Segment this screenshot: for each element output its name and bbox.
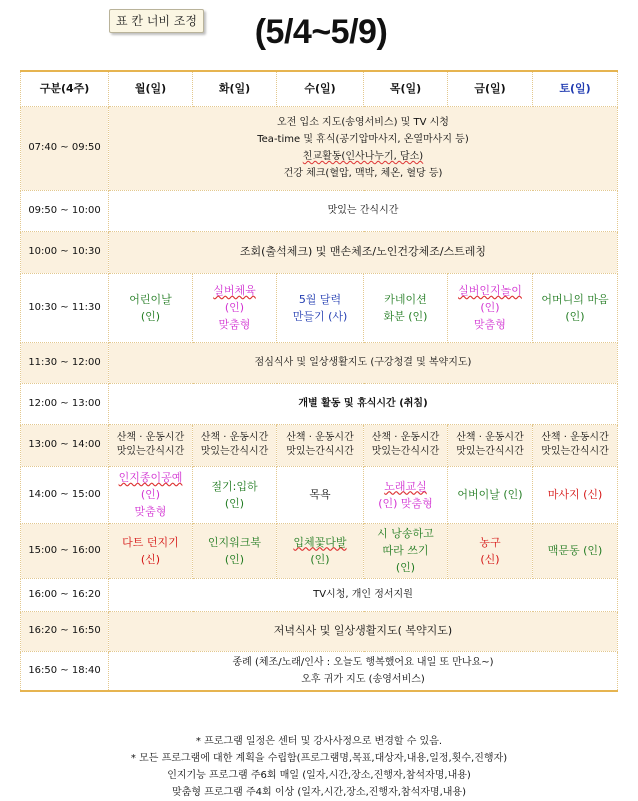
morning-activity-cell <box>109 106 618 190</box>
snack-line: 맛있는간식시간 <box>371 446 440 457</box>
walk-snack-cell <box>193 424 277 466</box>
closing-line: 오후 귀가 지도 (송영서비스) <box>301 673 425 685</box>
closing-cell <box>109 651 618 691</box>
snack-line: 맛있는간식시간 <box>200 446 269 457</box>
snack-cell: 맛있는 간식시간 <box>109 190 618 231</box>
time-cell: 12:00 ~ 13:00 <box>21 383 109 424</box>
program-line: 인지종이공예 <box>118 471 183 484</box>
program-line: 인지워크북 <box>207 535 262 549</box>
walk-line: 산책 · 운동시간 <box>116 432 185 443</box>
program-cell-thu <box>364 523 448 578</box>
time-cell: 10:30 ~ 11:30 <box>21 273 109 342</box>
walk-snack-cell <box>109 424 193 466</box>
program-cell-mon <box>109 273 193 342</box>
program-line: 다트 던지기 <box>122 535 179 549</box>
snack-line: 맛있는간식시간 <box>286 446 354 457</box>
program-line: (인) <box>224 301 245 314</box>
program-line: (인) <box>395 561 416 574</box>
page-title: (5/4~5/9) <box>254 13 388 51</box>
walk-snack-cell <box>533 424 618 466</box>
tv-cell: TV시청, 개인 정서지원 <box>109 578 618 611</box>
snack-line: 맛있는간식시간 <box>541 446 609 457</box>
col-header-wed: 수(일) <box>277 71 364 106</box>
row-1650 <box>21 651 618 691</box>
program-line: 맞춤형 <box>474 318 506 331</box>
time-cell: 13:00 ~ 14:00 <box>21 424 109 466</box>
time-cell: 16:50 ~ 18:40 <box>21 651 109 691</box>
row-0740 <box>21 106 618 190</box>
walk-line: 산책 · 운동시간 <box>200 432 269 443</box>
row-0950 <box>21 190 618 231</box>
program-cell-sat <box>533 523 618 578</box>
program-line: 노래교실 <box>384 479 427 493</box>
program-cell-tue <box>193 273 277 342</box>
program-line: 시 낭송하고 <box>377 527 434 540</box>
program-line: 어린이날 <box>129 292 172 306</box>
program-cell-mon <box>109 466 193 523</box>
time-cell: 16:00 ~ 16:20 <box>21 578 109 611</box>
program-line: 절기:입하 <box>211 479 258 493</box>
row-1300 <box>21 424 618 466</box>
closing-line: 종례 (체조/노래/인사 : 오늘도 행복했어요 내일 또 만나요~) <box>232 656 494 668</box>
program-line: 카네이션 <box>384 292 427 306</box>
note-line: 맞춤형 프로그램 주4회 이상 (일자,시간,장소,진행자,참석자명,내용) <box>172 787 466 798</box>
program-cell-tue <box>193 523 277 578</box>
program-line: 실버체육 <box>213 284 256 297</box>
walk-snack-cell <box>277 424 364 466</box>
program-line: (인) <box>310 552 330 566</box>
program-line: (인) <box>565 309 585 323</box>
program-line: 실버인지놀이 <box>458 284 522 297</box>
program-cell-fri <box>448 466 533 523</box>
col-header-category: 구분(4주) <box>21 71 109 106</box>
program-cell-wed <box>277 273 364 342</box>
program-line: 따라 쓰기 <box>382 544 429 557</box>
note-line: * 모든 프로그램에 대한 계획을 수립함(프로그램명,목표,대상자,내용,일정,횟수,진행자) <box>130 753 508 764</box>
time-cell: 09:50 ~ 10:00 <box>21 190 109 231</box>
row-1200 <box>21 383 618 424</box>
program-line: 화분 (인) <box>383 309 428 323</box>
program-line: (인) <box>140 488 161 501</box>
rest-cell: 개별 활동 및 휴식시간 (취침) <box>109 383 618 424</box>
program-line: 입체꽃다발 <box>293 535 347 549</box>
program-line: (신) <box>480 552 500 566</box>
program-line: 어버이날 (인) <box>457 488 523 501</box>
row-1400 <box>21 466 618 523</box>
time-cell: 07:40 ~ 09:50 <box>21 106 109 190</box>
program-line: 5월 달력 <box>298 292 342 306</box>
walk-line: 산책 · 운동시간 <box>286 432 354 443</box>
dinner-cell: 저녁식사 및 일상생활지도( 복약지도) <box>109 611 618 651</box>
program-cell-wed <box>277 523 364 578</box>
walk-snack-cell <box>364 424 448 466</box>
program-cell-sat <box>533 466 618 523</box>
activity-line: 건강 체크(혈압, 맥박, 체온, 혈당 등) <box>283 168 443 179</box>
row-1600 <box>21 578 618 611</box>
time-cell: 16:20 ~ 16:50 <box>21 611 109 651</box>
activity-line: Tea-time 및 휴식(공기압마사지, 온열마사지 등) <box>257 134 469 145</box>
morning-exercise-cell: 조회(출석체크) 및 맨손체조/노인건강체조/스트레칭 <box>109 231 618 273</box>
program-cell-fri <box>448 273 533 342</box>
program-cell-tue <box>193 466 277 523</box>
program-cell-wed <box>277 466 364 523</box>
note-line: 인지기능 프로그램 주6회 매일 (일자,시간,장소,진행자,참석자명,내용) <box>167 770 471 781</box>
program-line: 마사지 (신) <box>547 488 603 501</box>
program-cell-mon <box>109 523 193 578</box>
lunch-cell: 점심식사 및 일상생활지도 (구강청결 및 복약지도) <box>109 342 618 383</box>
program-line: 맞춤형 <box>218 318 251 331</box>
col-header-tue: 화(일) <box>193 71 277 106</box>
program-cell-thu <box>364 466 448 523</box>
activity-line: 친교활동(인사나누기, 담소) <box>302 151 424 162</box>
row-1620 <box>21 611 618 651</box>
program-line: (인) <box>224 496 245 510</box>
time-cell: 11:30 ~ 12:00 <box>21 342 109 383</box>
program-line: (인) <box>224 552 245 566</box>
program-line: 어머니의 마음 <box>541 292 609 306</box>
header-row <box>21 71 618 106</box>
snack-line: 맛있는간식시간 <box>116 446 185 457</box>
activity-line: 오전 입소 지도(송영서비스) 및 TV 시청 <box>277 117 449 128</box>
time-cell: 10:00 ~ 10:30 <box>21 231 109 273</box>
program-line: (인) <box>140 309 161 323</box>
row-1000 <box>21 231 618 273</box>
col-header-fri: 금(일) <box>448 71 533 106</box>
col-header-mon: 월(일) <box>109 71 193 106</box>
note-line: * 프로그램 일정은 센터 및 강사사정으로 변경할 수 있음. <box>195 736 443 747</box>
col-header-thu: 목(일) <box>364 71 448 106</box>
program-line: (인) 맞춤형 <box>378 496 433 510</box>
walk-snack-cell <box>448 424 533 466</box>
program-line: 맞춤형 <box>134 505 167 518</box>
notes-block <box>0 733 638 801</box>
program-cell-sat <box>533 273 618 342</box>
col-header-sat: 토(일) <box>533 71 618 106</box>
program-line: 농구 <box>479 535 501 549</box>
program-line: (신) <box>140 552 161 566</box>
schedule-table <box>20 70 618 692</box>
program-cell-fri <box>448 523 533 578</box>
resize-columns-button[interactable]: 표 칸 너비 조정 <box>109 9 204 33</box>
row-1030 <box>21 273 618 342</box>
walk-line: 산책 · 운동시간 <box>456 432 524 443</box>
program-line: 맥문동 (인) <box>547 544 603 557</box>
row-1130 <box>21 342 618 383</box>
time-cell: 14:00 ~ 15:00 <box>21 466 109 523</box>
time-cell: 15:00 ~ 16:00 <box>21 523 109 578</box>
program-line: 만들기 (사) <box>292 309 348 323</box>
walk-line: 산책 · 운동시간 <box>541 432 609 443</box>
program-line: (인) <box>480 301 500 314</box>
program-cell-thu <box>364 273 448 342</box>
walk-line: 산책 · 운동시간 <box>371 432 440 443</box>
snack-line: 맛있는간식시간 <box>456 446 524 457</box>
row-1500 <box>21 523 618 578</box>
program-line: 목욕 <box>309 488 331 501</box>
